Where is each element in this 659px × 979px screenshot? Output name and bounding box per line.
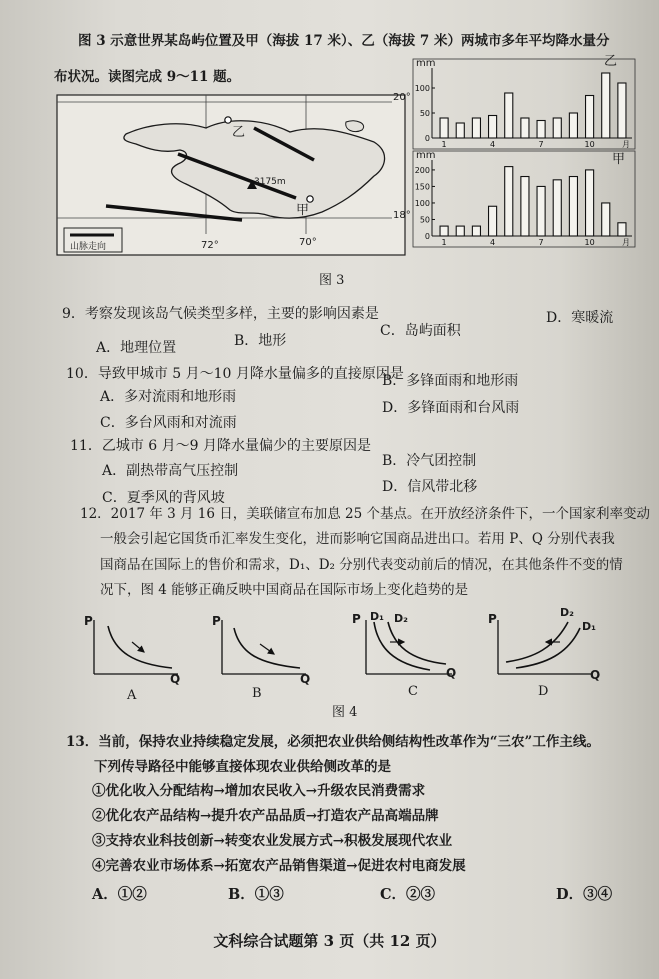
- chart-0-bar-6: [521, 118, 529, 138]
- page-footer: 文科综合试题第 3 页（共 12 页）: [213, 932, 446, 950]
- chart-1-y-tick-label: 50: [419, 215, 430, 225]
- graph-d: [498, 620, 592, 674]
- q12-line-4: 况下，图 4 能够正确反映中国商品在国际市场上变化趋势的是: [100, 582, 469, 598]
- chart-1-bar-2: [456, 226, 464, 236]
- fig4-d-d2: D₂: [560, 606, 574, 619]
- chart-0-bar-5: [505, 93, 513, 138]
- chart-1-y-tick-label: 0: [424, 232, 430, 241]
- city-yi-label: 乙: [232, 125, 246, 140]
- fig4-a-q: Q: [170, 672, 181, 686]
- precip-chart-yi: [412, 58, 636, 150]
- q11-option-d: D．信风带北移: [382, 479, 478, 495]
- chart-0-x-tick-label: 4: [490, 140, 496, 149]
- chart-1-y-tick-label: 200: [414, 165, 430, 175]
- fig4-label-a: A: [127, 688, 137, 703]
- chart-1-y-tick-label: 150: [414, 182, 430, 192]
- q11-option-c: C．夏季风的背风坡: [102, 490, 225, 506]
- chart-0-y-tick-label: 50: [419, 109, 430, 118]
- q13-answer-d: D．③④: [556, 886, 613, 903]
- graph-b: [222, 620, 306, 674]
- q13-line-1: 13．当前，保持农业持续稳定发展，必须把农业供给侧结构性改革作为“三农”工作主线。: [66, 734, 600, 750]
- chart-1-x-tick-label: 7: [538, 238, 544, 247]
- q12-line-3: 国商品在国际上的售价和需求，D₁、D₂ 分别代表变动前后的情况，在其他条件不变的情: [100, 557, 623, 573]
- q11-stem: 11．乙城市 6 月～9 月降水量偏少的主要原因是: [70, 438, 371, 454]
- chart-1-bar-5: [505, 167, 513, 236]
- chart-0-bar-7: [537, 121, 545, 139]
- fig4-c-d1: D₁: [370, 610, 384, 623]
- q13-answer-b: B．①③: [228, 886, 284, 903]
- precip-chart-jia: [412, 150, 636, 248]
- q13-option-4: ④完善农业市场体系→拓宽农产品销售渠道→促进农村电商发展: [92, 858, 466, 874]
- chart-1-bar-7: [537, 186, 545, 236]
- chart-1-bar-4: [489, 206, 497, 236]
- chart-0-y-tick-label: 100: [414, 84, 430, 93]
- peak-elevation: 3175m: [254, 177, 286, 187]
- fig4-a-p: P: [84, 614, 93, 628]
- fig4-b-q: Q: [300, 672, 311, 686]
- q10-option-b: B．多锋面雨和地形雨: [382, 373, 519, 389]
- chart-1-bar-6: [521, 177, 529, 236]
- chart-0-bar-1: [440, 118, 448, 138]
- chart-1-y-tick-label: 100: [414, 198, 430, 208]
- q10-option-c: C．多台风雨和对流雨: [100, 415, 237, 431]
- chart-jia-unit: mm: [416, 150, 436, 161]
- chart-1-x-tick-label: 4: [490, 238, 496, 247]
- q10-stem: 10．导致甲城市 5 月～10 月降水量偏多的直接原因是: [66, 366, 404, 382]
- q9-stem: 9．考察发现该岛气候类型多样，主要的影响因素是: [62, 306, 379, 322]
- q13-option-3: ③支持农业科技创新→转变农业发展方式→积极发展现代农业: [92, 833, 453, 849]
- fig4-label-c: C: [408, 684, 418, 699]
- lat-18: 18°: [393, 210, 411, 221]
- chart-1-bar-3: [472, 226, 480, 236]
- chart-1-bar-9: [569, 177, 577, 236]
- lat-20: 20°: [393, 92, 411, 103]
- intro-line-1: 图 3 示意世界某岛屿位置及甲（海拔 17 米）、乙（海拔 7 米）两城市多年平均降水量分: [78, 33, 610, 49]
- q9-option-a: A．地理位置: [96, 340, 177, 356]
- chart-0-x-tick-label: 7: [538, 140, 544, 149]
- lon-72: 72°: [201, 240, 219, 251]
- q11-option-b: B．冷气团控制: [382, 453, 477, 469]
- intro-line-2: 布状况。读图完成 9～11 题。: [54, 69, 241, 85]
- fig4-c-q: Q: [446, 666, 457, 680]
- q10-option-d: D．多锋面雨和台风雨: [382, 400, 520, 416]
- q9-option-b: B．地形: [234, 333, 287, 349]
- chart-0-x-tick-label: 10: [584, 140, 595, 149]
- graph-a: [94, 620, 178, 674]
- q13-line-2: 下列传导路径中能够直接体现农业供给侧改革的是: [94, 759, 391, 775]
- chart-1-bar-10: [586, 170, 594, 236]
- chart-yi-unit: mm: [416, 58, 436, 69]
- graph-c: [366, 620, 452, 674]
- fig4-b-p: P: [212, 614, 221, 628]
- q13-option-2: ②优化农产品结构→提升农产品品质→打造农产品高端品牌: [92, 808, 439, 824]
- fig4-d-d1: D₁: [582, 620, 596, 633]
- chart-0-bar-2: [456, 123, 464, 138]
- chart-0-bar-9: [569, 113, 577, 138]
- lon-70: 70°: [299, 237, 317, 248]
- q12-line-1: 12．2017 年 3 月 16 日，美联储宣布加息 25 个基点。在开放经济条件下，一个国家利率变动: [80, 506, 651, 522]
- chart-yi-city: 乙: [604, 54, 618, 69]
- fig4-label-b: B: [252, 686, 262, 701]
- q13-option-1: ①优化收入分配结构→增加农民收入→升级农民消费需求: [92, 783, 426, 799]
- chart-0-bar-3: [472, 118, 480, 138]
- fig4-label-d: D: [538, 684, 549, 699]
- fig4-c-p: P: [352, 612, 361, 626]
- island-map: [56, 94, 406, 256]
- chart-0-bar-8: [553, 118, 561, 138]
- q10-option-a: A．多对流雨和地形雨: [100, 389, 237, 405]
- q13-answer-a: A．①②: [92, 886, 147, 903]
- fig4-d-q: Q: [590, 668, 601, 682]
- chart-1-x-tick-label: 10: [584, 238, 595, 247]
- q9-option-c: C．岛屿面积: [380, 323, 461, 339]
- chart-1-x-tick-label: 1: [441, 238, 447, 247]
- chart-1-bar-1: [440, 226, 448, 236]
- q11-option-a: A．副热带高气压控制: [102, 463, 239, 479]
- chart-0-x-unit: 月: [622, 140, 630, 149]
- fig4-graphs: [84, 608, 604, 704]
- chart-1-bar-11: [602, 203, 610, 236]
- chart-0-y-tick-label: 0: [424, 134, 430, 143]
- chart-0-bar-4: [489, 116, 497, 139]
- chart-1-bar-8: [553, 180, 561, 236]
- chart-0-bar-10: [586, 96, 594, 139]
- chart-1-x-unit: 月: [622, 238, 630, 247]
- fig4-c-d2: D₂: [394, 612, 408, 625]
- fig4-caption: 图 4: [332, 705, 358, 720]
- chart-jia-city: 甲: [612, 152, 626, 167]
- q13-answer-c: C．②③: [380, 886, 436, 903]
- q12-line-2: 一般会引起它国货币汇率发生变化，进而影响它国商品进出口。若用 P、Q 分别代表我: [100, 531, 615, 547]
- chart-1-bar-12: [618, 223, 626, 236]
- city-jia-label: 甲: [296, 203, 310, 218]
- chart-0-x-tick-label: 1: [441, 140, 447, 149]
- fig3-caption: 图 3: [319, 273, 345, 288]
- q9-option-d: D．寒暖流: [546, 310, 614, 326]
- chart-0-bar-12: [618, 83, 626, 138]
- chart-0-bar-11: [602, 73, 610, 138]
- fig4-d-p: P: [488, 612, 497, 626]
- legend-mountain-label: 山脉走向: [70, 242, 107, 252]
